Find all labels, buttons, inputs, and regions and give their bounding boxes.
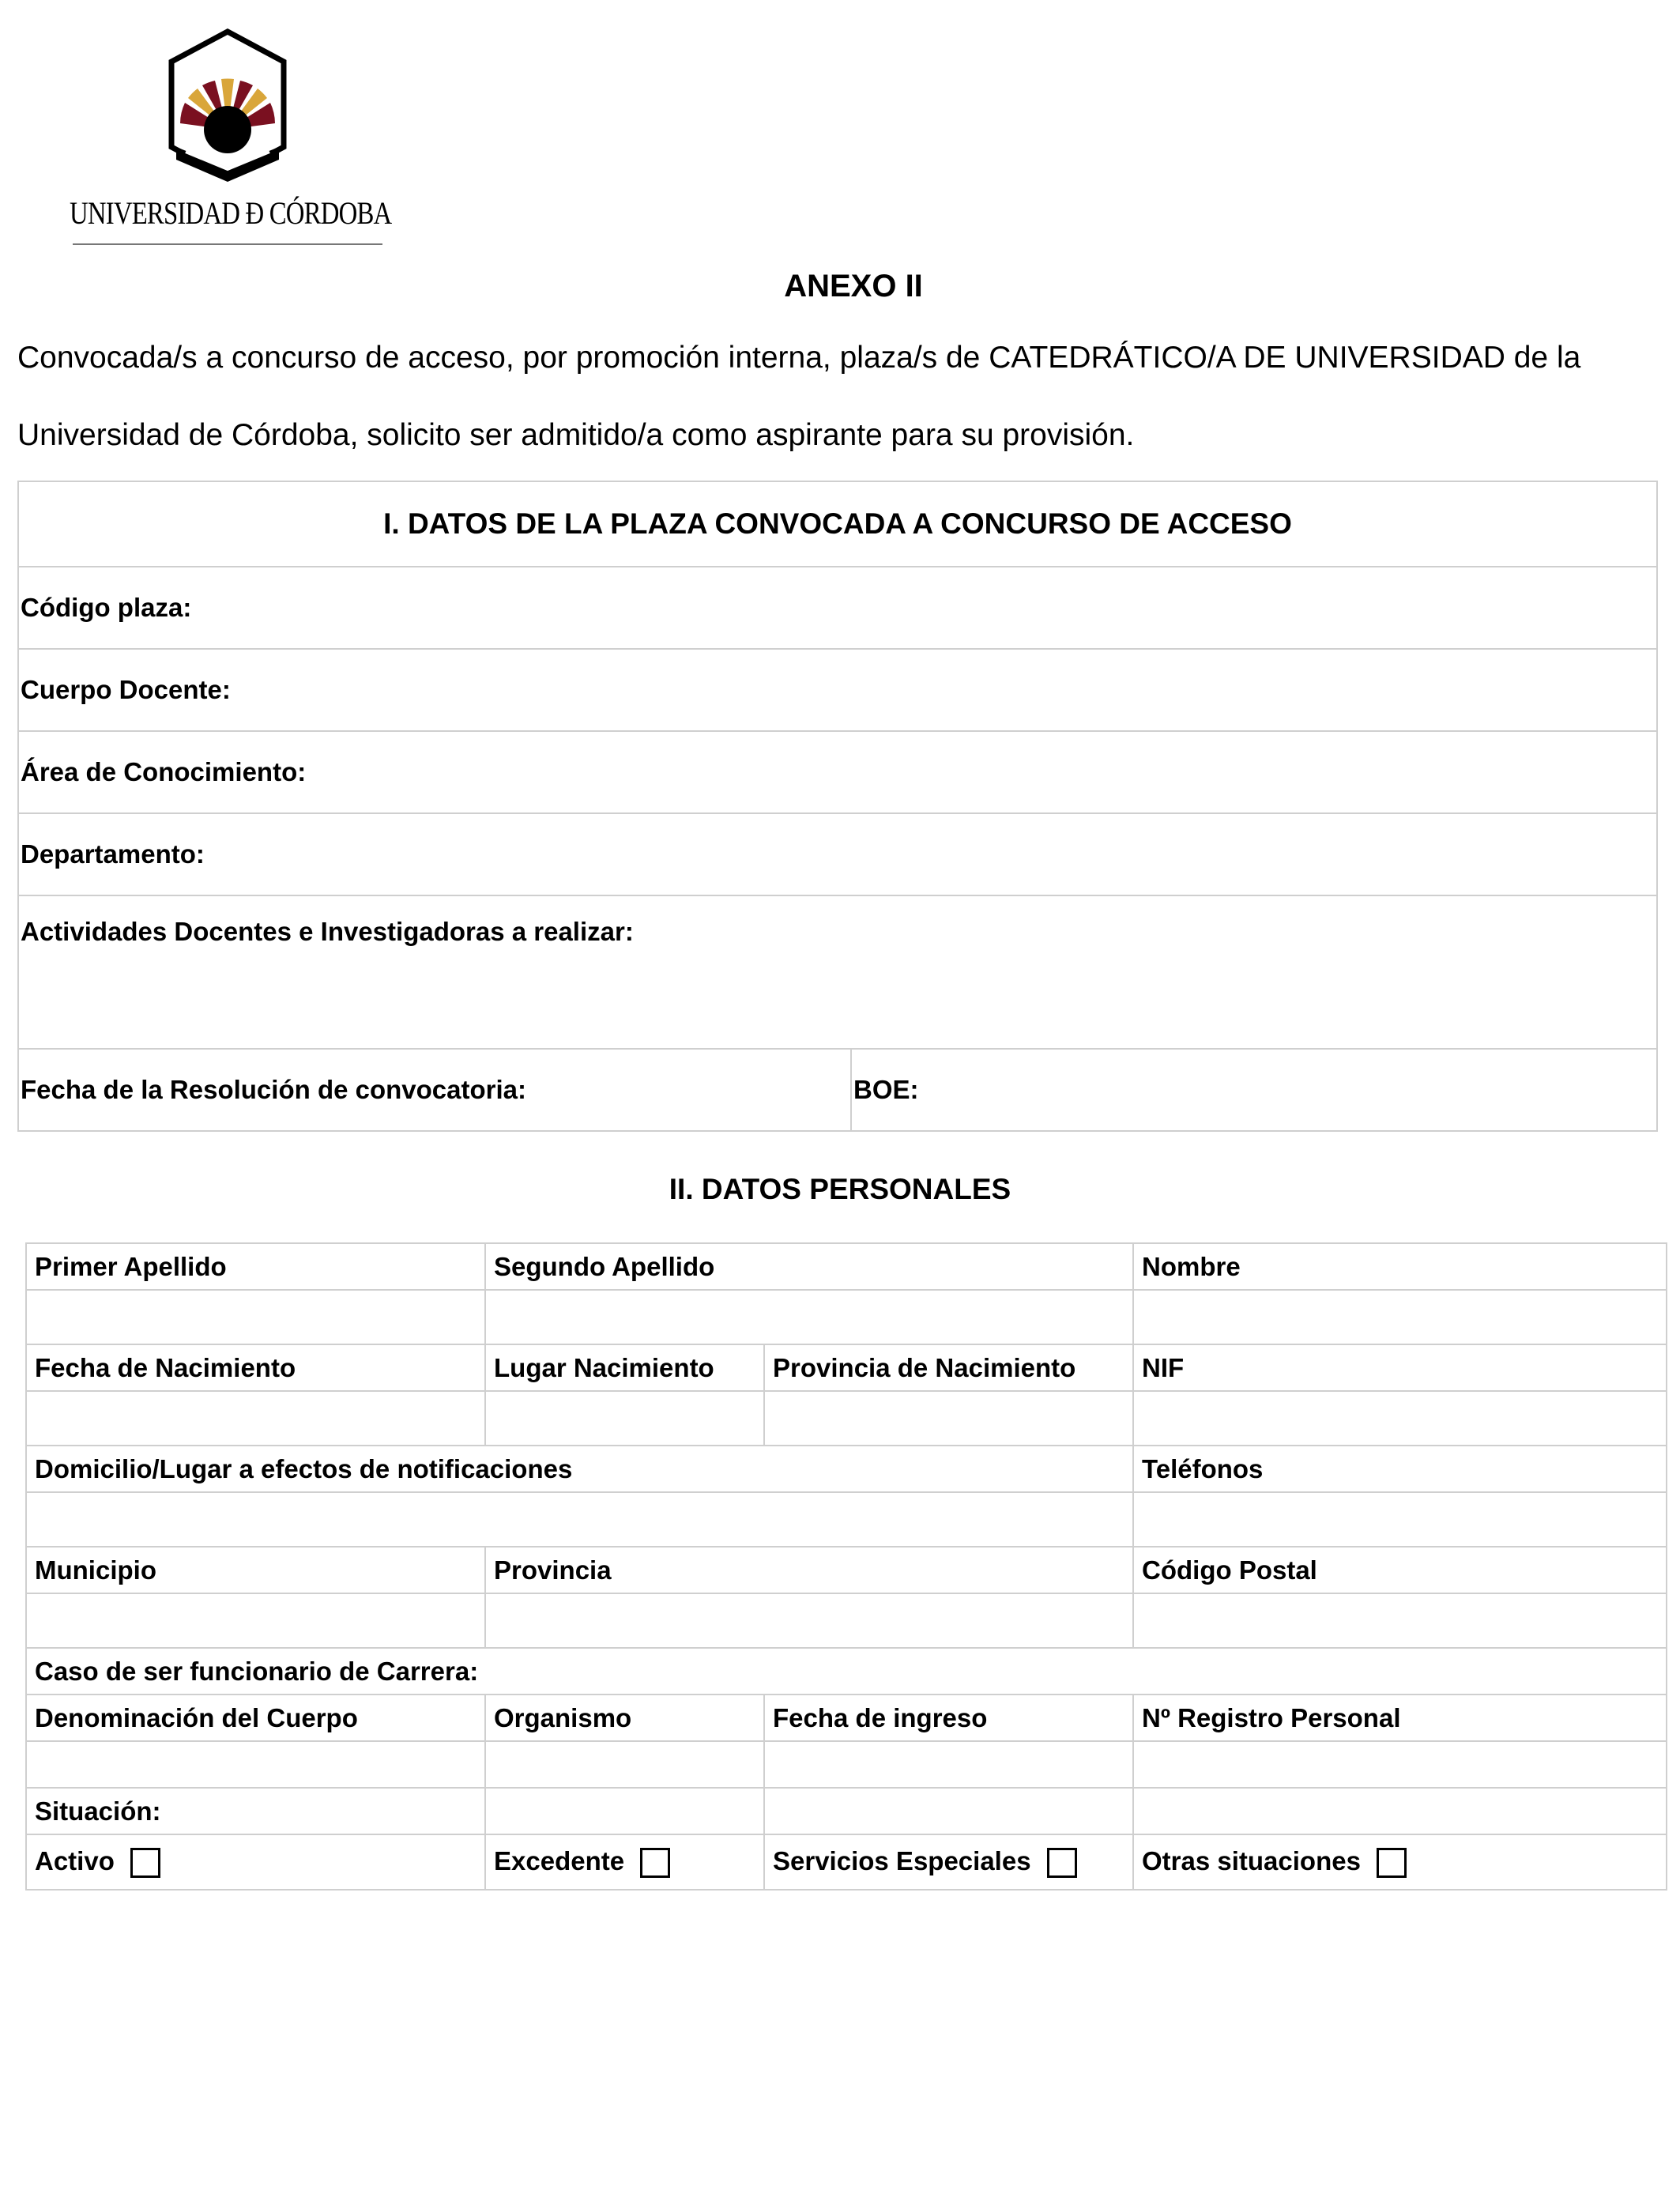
municipio-label: Municipio	[26, 1547, 485, 1593]
otras-label: Otras situaciones	[1142, 1845, 1361, 1875]
cuerpo-docente-field[interactable]: Cuerpo Docente:	[18, 649, 1657, 731]
activo-checkbox[interactable]	[130, 1848, 160, 1878]
denominacion-input[interactable]	[26, 1741, 485, 1788]
situacion-label: Situación:	[26, 1788, 485, 1834]
fecha-nacimiento-label: Fecha de Nacimiento	[26, 1344, 485, 1391]
servicios-option	[764, 1834, 1133, 1890]
nombre-label: Nombre	[1133, 1243, 1667, 1290]
telefonos-input[interactable]	[1133, 1492, 1667, 1547]
codigo-plaza-field[interactable]: Código plaza:	[18, 567, 1657, 649]
provincia-nacimiento-input[interactable]	[764, 1391, 1133, 1446]
primer-apellido-input[interactable]	[26, 1290, 485, 1344]
departamento-field[interactable]: Departamento:	[18, 813, 1657, 895]
domicilio-label: Domicilio/Lugar a efectos de notificaciones	[26, 1446, 1133, 1492]
page-title: ANEXO II	[784, 269, 923, 303]
provincia-input[interactable]	[485, 1593, 1133, 1648]
fecha-ingreso-label: Fecha de ingreso	[764, 1695, 1133, 1741]
provincia-nacimiento-label: Provincia de Nacimiento	[764, 1344, 1133, 1391]
university-name: UNIVERSIDAD Ð CÓRDOBA	[70, 195, 392, 231]
area-conocimiento-field[interactable]: Área de Conocimiento:	[18, 731, 1657, 813]
intro-paragraph: Convocada/s a concurso de acceso, por promoción interna, plaza/s de CATEDRÁTICO/A DE UNIVERSIDAD de la Universidad de Córdoba, solicito ser admitido/a como aspirante para su provisión.	[17, 341, 1581, 452]
telefonos-label: Teléfonos	[1133, 1446, 1667, 1492]
fecha-resolucion-field[interactable]: Fecha de la Resolución de convocatoria:	[18, 1049, 851, 1131]
lugar-nacimiento-input[interactable]	[485, 1391, 764, 1446]
actividades-field[interactable]: Actividades Docentes e Investigadoras a realizar:	[18, 895, 1657, 1049]
nombre-input[interactable]	[1133, 1290, 1667, 1344]
activo-option	[26, 1834, 485, 1890]
excedente-option	[485, 1834, 764, 1890]
codigo-postal-label: Código Postal	[1133, 1547, 1667, 1593]
municipio-input[interactable]	[26, 1593, 485, 1648]
organismo-input[interactable]	[485, 1741, 764, 1788]
domicilio-input[interactable]	[26, 1492, 1133, 1547]
lugar-nacimiento-label: Lugar Nacimiento	[485, 1344, 764, 1391]
primer-apellido-label: Primer Apellido	[26, 1243, 485, 1290]
university-crest-icon	[168, 28, 287, 187]
logo-divider	[73, 243, 382, 245]
situacion-cell	[485, 1788, 764, 1834]
segundo-apellido-input[interactable]	[485, 1290, 1133, 1344]
denominacion-label: Denominación del Cuerpo	[26, 1695, 485, 1741]
registro-input[interactable]	[1133, 1741, 1667, 1788]
registro-label: Nº Registro Personal	[1133, 1695, 1667, 1741]
excedente-label: Excedente	[494, 1845, 625, 1875]
fecha-nacimiento-input[interactable]	[26, 1391, 485, 1446]
organismo-label: Organismo	[485, 1695, 764, 1741]
excedente-checkbox[interactable]	[640, 1848, 670, 1878]
otras-option	[1133, 1834, 1667, 1890]
personal-data-table	[25, 1242, 1667, 1891]
segundo-apellido-label: Segundo Apellido	[485, 1243, 1133, 1290]
servicios-checkbox[interactable]	[1047, 1848, 1077, 1878]
funcionario-label: Caso de ser funcionario de Carrera:	[26, 1648, 1667, 1695]
situacion-cell	[1133, 1788, 1667, 1834]
section1-title: I. DATOS DE LA PLAZA CONVOCADA A CONCURSO DE ACCESO	[18, 481, 1657, 567]
otras-checkbox[interactable]	[1377, 1848, 1407, 1878]
boe-field[interactable]: BOE:	[851, 1049, 1657, 1131]
servicios-label: Servicios Especiales	[773, 1845, 1031, 1875]
plaza-data-table	[17, 481, 1658, 1132]
situacion-cell	[764, 1788, 1133, 1834]
nif-input[interactable]	[1133, 1391, 1667, 1446]
activo-label: Activo	[35, 1845, 115, 1875]
section2-title: II. DATOS PERSONALES	[669, 1173, 1011, 1205]
fecha-ingreso-input[interactable]	[764, 1741, 1133, 1788]
codigo-postal-input[interactable]	[1133, 1593, 1667, 1648]
provincia-label: Provincia	[485, 1547, 1133, 1593]
university-logo	[70, 28, 392, 250]
nif-label: NIF	[1133, 1344, 1667, 1391]
